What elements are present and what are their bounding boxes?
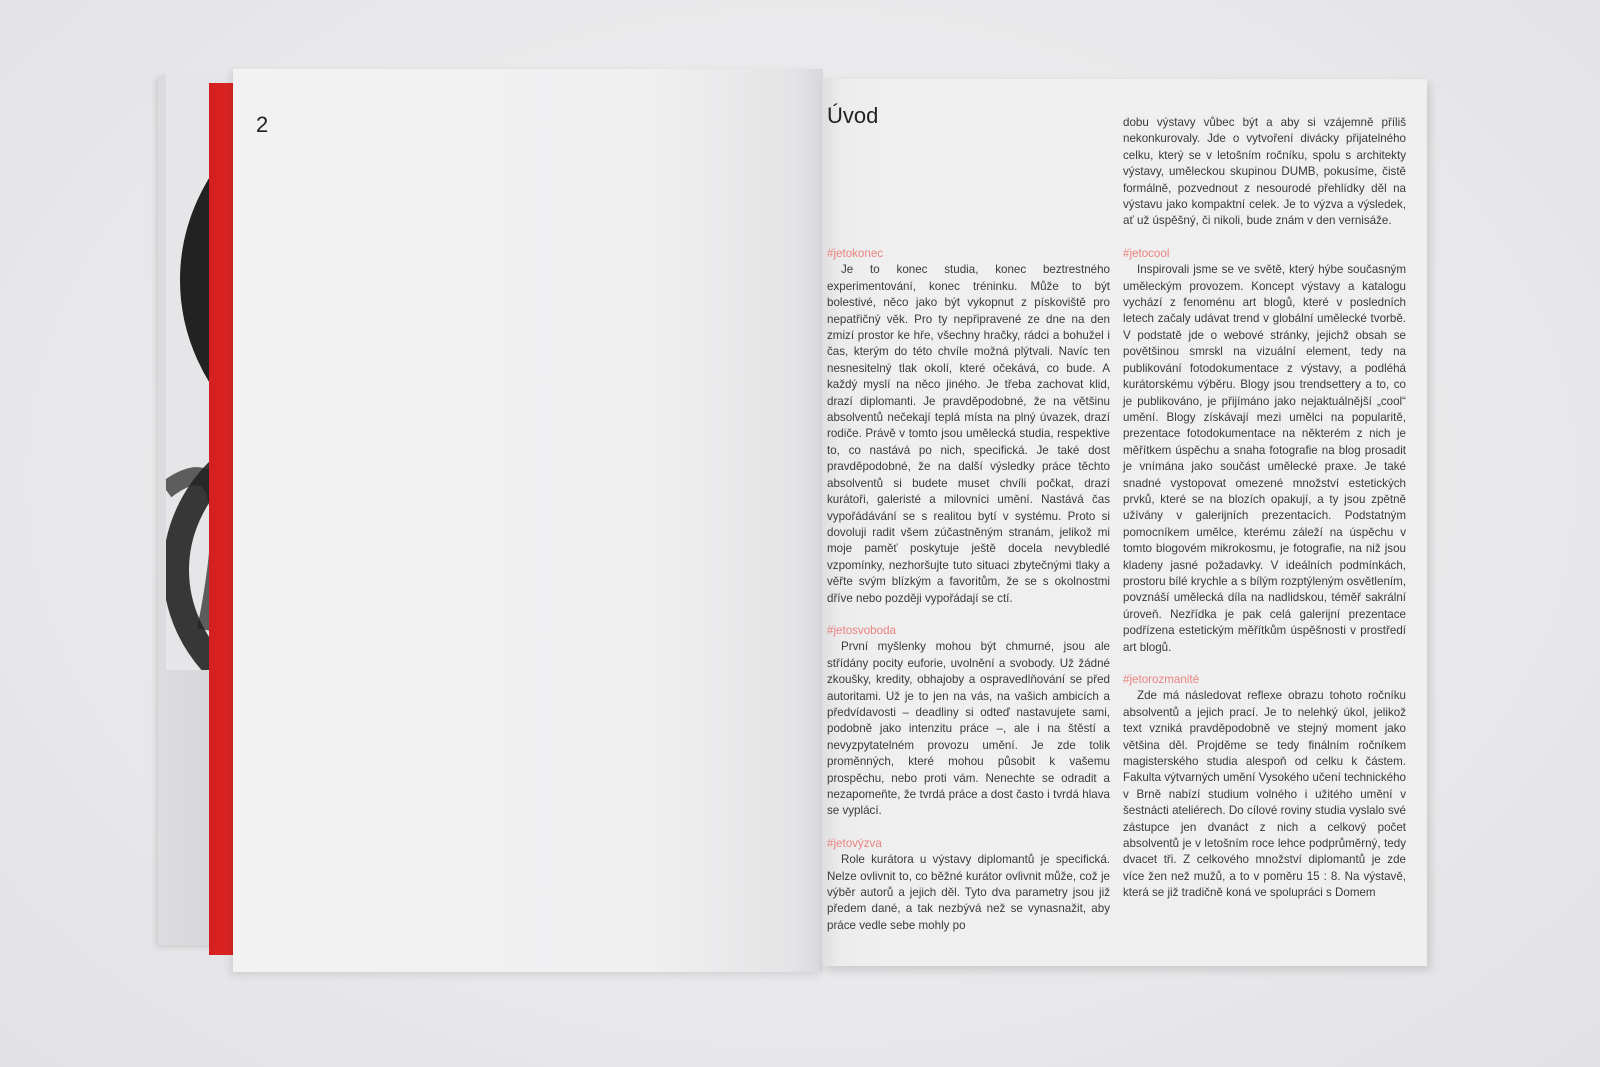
hashtag-heading: #jetosvoboda (827, 623, 896, 637)
paragraph: Role kurátora u výstavy diplomantů je specifická. Nelze ovlivnit to, co běžné kurátor ovlivnit může, což je výběr autorů a jejich děl. Tyto dva parametry jsou již předem dané, a tak nezbývá než se vynasnažit, aby práce vedle sebe mohly po (827, 853, 1110, 932)
text-column-2 (1123, 115, 1406, 902)
paragraph: Zde má následovat reflexe obrazu tohoto ročníku absolventů a jejich prací. Je to nelehký úkol, jelikož text vzniká pravděpodobně ve stejný moment jako většina děl. Projděme se tedy finálním ročníkem magisterského studia alespoň od celku k částem. Fakulta výtvarných umění Vysokého učení technického v Brně nabízí studium volného i užitého umění v šestnácti ateliérech. Do cílové roviny studia vyslalo své zástupce jen dvanáct z nich a celkový počet absolventů je v letošním roce lehce podprůměrný, tedy dvacet tři. Z celkového množství diplomantů je zde více žen než mužů, a to v poměru 15 : 8. Na výstavě, která se již tradičně koná ve spolupráci s Domem (1123, 689, 1406, 900)
page-number: 2 (256, 112, 269, 137)
text-column-1 (827, 246, 1110, 934)
paragraph: Inspirovali jsme se ve světě, který hýbe současným uměleckým provozem. Koncept výstavy a katalogu vychází z fenoménu art blogů, které v posledních letech začaly udávat trend v globální umělecké tvorbě. V podstatě jde o webové stránky, jejichž obsah se povětšinou smrskl na vizuální element, tedy na publikování fotodokumentace z výstavy, a podléhá kurátorskému výběru. Blogy jsou trendsettery a to, co je publikováno, je přijímáno jako nejaktuálnější „cool“ umění. Blogy získávají mezi umělci na popularitě, prezentace fotodokumentace na některém z nich je měřítkem úspěchu a snaha fotografie na blog prosadit je vnímána jako součást umělecké praxe. Je také snadné vystopovat omezené množství estetických prvků, které se na blozích opakují, a ty jsou zpětně užívány v galerijních prezentacích. Podstatným pomocníkem umělce, kterému záleží na úspěchu v tomto blogovém mikrokosmu, je fotografie, na niž jsou kladeny jasné požadavky. V ideálních podmínkách, prostoru bílé krychle a s bílým rozptýleným osvětlením, povznáší umělecká díla na nadlidskou, téměř sakrální úroveň. Nezřídka je pak celá galerijní prezentace podřízena estetickým měřítkům úspěšnosti v prostředí art blogů. (1123, 263, 1406, 654)
left-page (233, 69, 823, 972)
hashtag-heading: #jetorozmanité (1123, 673, 1200, 686)
hashtag-heading: #jetokonec (827, 247, 884, 260)
hashtag-heading: #jetovýzva (827, 836, 882, 850)
paragraph: dobu výstavy vůbec být a aby si vzájemně příliš nekonkurovaly. Jde o vytvoření divácky přijatelného celku, který se v letošním ročníku, spolu s architekty výstavy, uměleckou skupinou DUMB, pokusíme, čistě formálně, pozvednout z nesourodé přehlídky děl na výstavu jako kompaktní celek. Je to výzva a výsledek, ať už úspěšný, či nikoli, bude znám v den vernisáže. (1123, 116, 1406, 228)
hashtag-heading: #jetocool (1123, 246, 1170, 260)
paragraph: První myšlenky mohou být chmurné, jsou ale střídány pocity euforie, uvolnění a svobody. Už žádné zkoušky, kredity, obhajoby a ospravedlňování se před autoritami. Už je to jen na vás, na vašich ambicích a předvídavosti – deadliny si odteď nastavujete sami, podobně jako intenzitu práce –, ale i na štěstí a nevyzpytatelném provozu umění. Je zde tolik proměnných, které mohou působit k vašemu prospěchu, nebo proti vám. Nenechte se odradit a nezapomeňte, že tvrdá práce a dost často i tvrdá hlava se vyplácí. (827, 640, 1110, 818)
page-title: Úvod (827, 103, 879, 128)
paragraph: Je to konec studia, konec beztrestného experimentování, konec tréninku. Může to být bolestivé, něco jako být vykopnut z pískoviště pro nepatřičný věk. Pro ty nepřipravené ze dne na den zmizí prostor ke hře, všechny hračky, rádci a bohužel i čas, kterým do této chvíle možná plýtvali. Navíc ten nesnesitelný tlak okolí, které očekává, co bude. A každý myslí na něco jiného. Je třeba zachovat klid, drazí diplomanti. Je pravděpodobné, že na většinu absolventů nečekají teplá místa na plný úvazek, drazí rodiče. Právě v tomto jsou umělecká studia, respektive to, co nastává po nich, specifická. Je také dost pravděpodobné, že na další výsledky práce těchto absolventů si budete muset chvíli počkat, drazí kurátoři, galeristé a milovníci umění. Nastává čas vypořádávání se s realitou bytí v systému. Proto si dovoluji radit všem zúčastněným stranám, jelikož mi moje paměť poskytuje ještě docela nevybledlé vzpomínky, nezhoršujte tuto situaci zbytečnými tlaky a věřte svým blízkým a favoritům, že se s okolnostmi dříve nebo později vypořádají se ctí. (827, 263, 1110, 605)
